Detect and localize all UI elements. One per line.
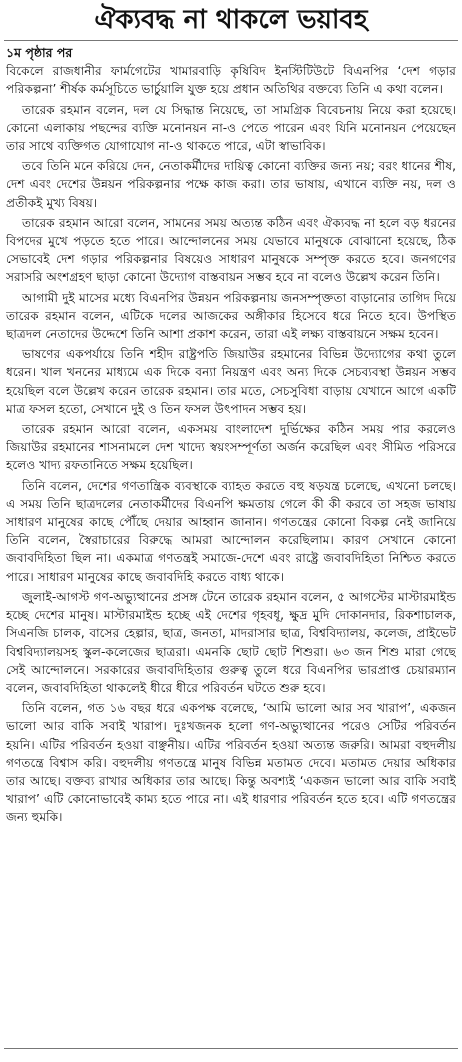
paragraph: তিনি বলেন, গত ১৬ বছর ধরে একপক্ষ বলেছে, ‘আমি ভালো আর সব খারাপ’, একজন ভালো আর বাকি সবাই খারাপ। দুঃখজনক হলো গণ-অভ্যুত্থানের পরেও সেটির পরিবর্তন হয়নি। এটির পরিবর্তন হওয়া বাঞ্ছনীয়। এটির পরিবর্তন হওয়া অত্যন্ত জরুরি। আমরা বহুদলীয় গণতন্ত্রে বিশ্বাস করি। বহুদলীয় গণতন্ত্রে মানুষ বিভিন্ন মতামত দেবে। মতামত দেয়ার অধিকার তার আছে। বক্তব্য রাখার অধিকার তার আছে। কিন্তু অবশ্যই ‘একজন ভালো আর বাকি সবাই খারাপ’ এটি কোনোভাবেই কাম্য হতে পারে না। এই ধারণার পরিবর্তন হতে হবে। এটি গণতন্ত্রের জন্য হুমকি।	[6, 701, 456, 825]
paragraph: জুলাই-আগস্ট গণ-অভ্যুত্থানের প্রসঙ্গ টেনে তারেক রহমান বলেন, ৫ আগস্টের মাস্টারমাইন্ড হচ্ছে দেশের মানুষ। মাস্টারমাইন্ড হচ্ছে এই দেশের গৃহবধূ, ক্ষুদ্র মুদি দোকানদার, রিকশাচালক, সিএনজি চালক, বাসের হেল্পার, ছাত্র, জনতা, মাদরাসার ছাত্র, বিশ্ববিদ্যালয়, কলেজ, প্রাইভেট বিশ্ববিদ্যালয়সহ স্কুল-কলেজের ছাত্ররা। এমনকি ছোট ছোট শিশুরা। ৬৩ জন শিশু মারা গেছে সেই আন্দোলনে। সরকারের জবাবদিহিতার গুরুত্ব তুলে ধরে বিএনপির ভারপ্রাপ্ত চেয়ারম্যান বলেন, জবাবদিহিতা থাকলেই ধীরে ধীরে পরিবর্তন ঘটতে শুরু হবে।	[6, 589, 456, 695]
paragraph: বিকেলে রাজধানীর ফার্মগেটের খামারবাড়ি কৃষিবিদ ইনস্টিটিউটে বিএনপির ‘দেশ গড়ার পরিকল্পনা’ শীর্ষক কর্মসূচিতে ভার্চুয়ালি যুক্ত হয়ে প্রধান অতিথির বক্তব্যে তিনি এ কথা বলেন।	[6, 64, 456, 97]
paragraph: তিনি বলেন, দেশের গণতান্ত্রিক ব্যবস্থাকে ব্যাহত করতে বহু ষড়যন্ত্র চলেছে, এখনো চলছে। এ সময় তিনি ছাত্রদলের নেতাকর্মীদের বিএনপি ক্ষমতায় গেলে কী কী করবে তা সহজ ভাষায় সাধারণ মানুষের কাছে পৌঁছে দেয়ার আহ্বান জানান। গণতন্ত্রের কোনো বিকল্প নেই জানিয়ে তিনি বলেন, স্বৈরাচারের বিরুদ্ধে আমরা আন্দোলন করেছিলাম। কারণ সেখানে কোনো জবাবদিহিতা ছিল না। একমাত্র গণতন্ত্রই সমাজে-দেশে এবং রাষ্ট্রে জবাবদিহিতা নিশ্চিত করতে পারে। সাধারণ মানুষের কাছে জবাবদিহি করতে বাধ্য থাকে।	[6, 478, 456, 584]
paragraph: তারেক রহমান বলেন, দল যে সিদ্ধান্ত নিয়েছে, তা সামগ্রিক বিবেচনায় নিয়ে করা হয়েছে। কোনো এলাকায় পছন্দের ব্যক্তি মনোনয়ন না-ও পেতে পারেন এবং যিনি মনোনয়ন পেয়েছেন তার সাথে ব্যক্তিগত যোগাযোগ না-ও থাকতে পারে, এটা স্বাভাবিক।	[6, 102, 456, 154]
paragraph: আগামী দুই মাসের মধ্যে বিএনপির উন্নয়ন পরিকল্পনায় জনসম্পৃক্ততা বাড়ানোর তাগিদ দিয়ে তারেক রহমান বলেন, এটিকে দলের আজকের অঙ্গীকার হিসেবে ধরে নিতে হবে। উপস্থিত ছাত্রদল নেতাদের উদ্দেশে তিনি আশা প্রকাশ করেন, তারা এই লক্ষ্য বাস্তবায়নে সক্ষম হবেন।	[6, 290, 456, 342]
paragraph: ভাষণের একপর্যায়ে তিনি শহীদ রাষ্ট্রপতি জিয়াউর রহমানের বিভিন্ন উদ্যোগের কথা তুলে ধরেন। খাল খননের মাধ্যমে এক দিকে বন্যা নিয়ন্ত্রণ এবং অন্য দিকে সেচব্যবস্থা উন্নয়ন সম্ভব হয়েছিল বলে উল্লেখ করেন তারেক রহমান। তার মতে, সেচসুবিধা বাড়ায় যেখানে আগে একটি মাত্র ফসল হতো, সেখানে দুই ও তিন ফসল উৎপাদন সম্ভব হয়।	[6, 347, 456, 416]
headline-divider	[4, 40, 458, 41]
headline: ঐক্যবদ্ধ না থাকলে ভয়াবহ	[94, 5, 368, 35]
bottom-divider	[4, 1048, 458, 1049]
continued-from-label: ১ম পৃষ্ঠার পর	[6, 45, 73, 60]
paragraph: তারেক রহমান আরো বলেন, একসময় বাংলাদেশ দুর্ভিক্ষের কঠিন সময় পার করলেও জিয়াউর রহমানের শাসনামলে দেশ খাদ্যে স্বয়ংসম্পূর্ণতা অর্জন করেছিল এবং সীমিত পরিসরে হলেও খাদ্য রফতানিতে সক্ষম হয়েছিল।	[6, 422, 456, 473]
paragraph: তারেক রহমান আরো বলেন, সামনের সময় অত্যন্ত কঠিন এবং ঐক্যবদ্ধ না হলে বড় ধরনের বিপদের মুখে পড়তে হতে পারে। আন্দোলনের সময় যেভাবে মানুষকে বোঝানো হয়েছে, ঠিক সেভাবেই দেশ গড়ার পরিকল্পনার বিষয়েও সাধারণ মানুষকে সম্পৃক্ত করতে হবে। জনগণের সরাসরি অংশগ্রহণ ছাড়া কোনো উদ্যোগ বাস্তবায়ন সম্ভব হবে না বলেও উল্লেখ করেন তিনি।	[6, 215, 456, 285]
paragraph: তবে তিনি মনে করিয়ে দেন, নেতাকর্মীদের দায়িত্ব কোনো ব্যক্তির জন্য নয়; বরং ধানের শীষ, দেশ এবং দেশের উন্নয়ন পরিকল্পনার পক্ষে কাজ করা। তার ভাষায়, এখানে ব্যক্তি নয়, দল ও প্রতীকই মুখ্য বিষয়।	[6, 159, 456, 210]
article-body	[6, 44, 456, 1044]
